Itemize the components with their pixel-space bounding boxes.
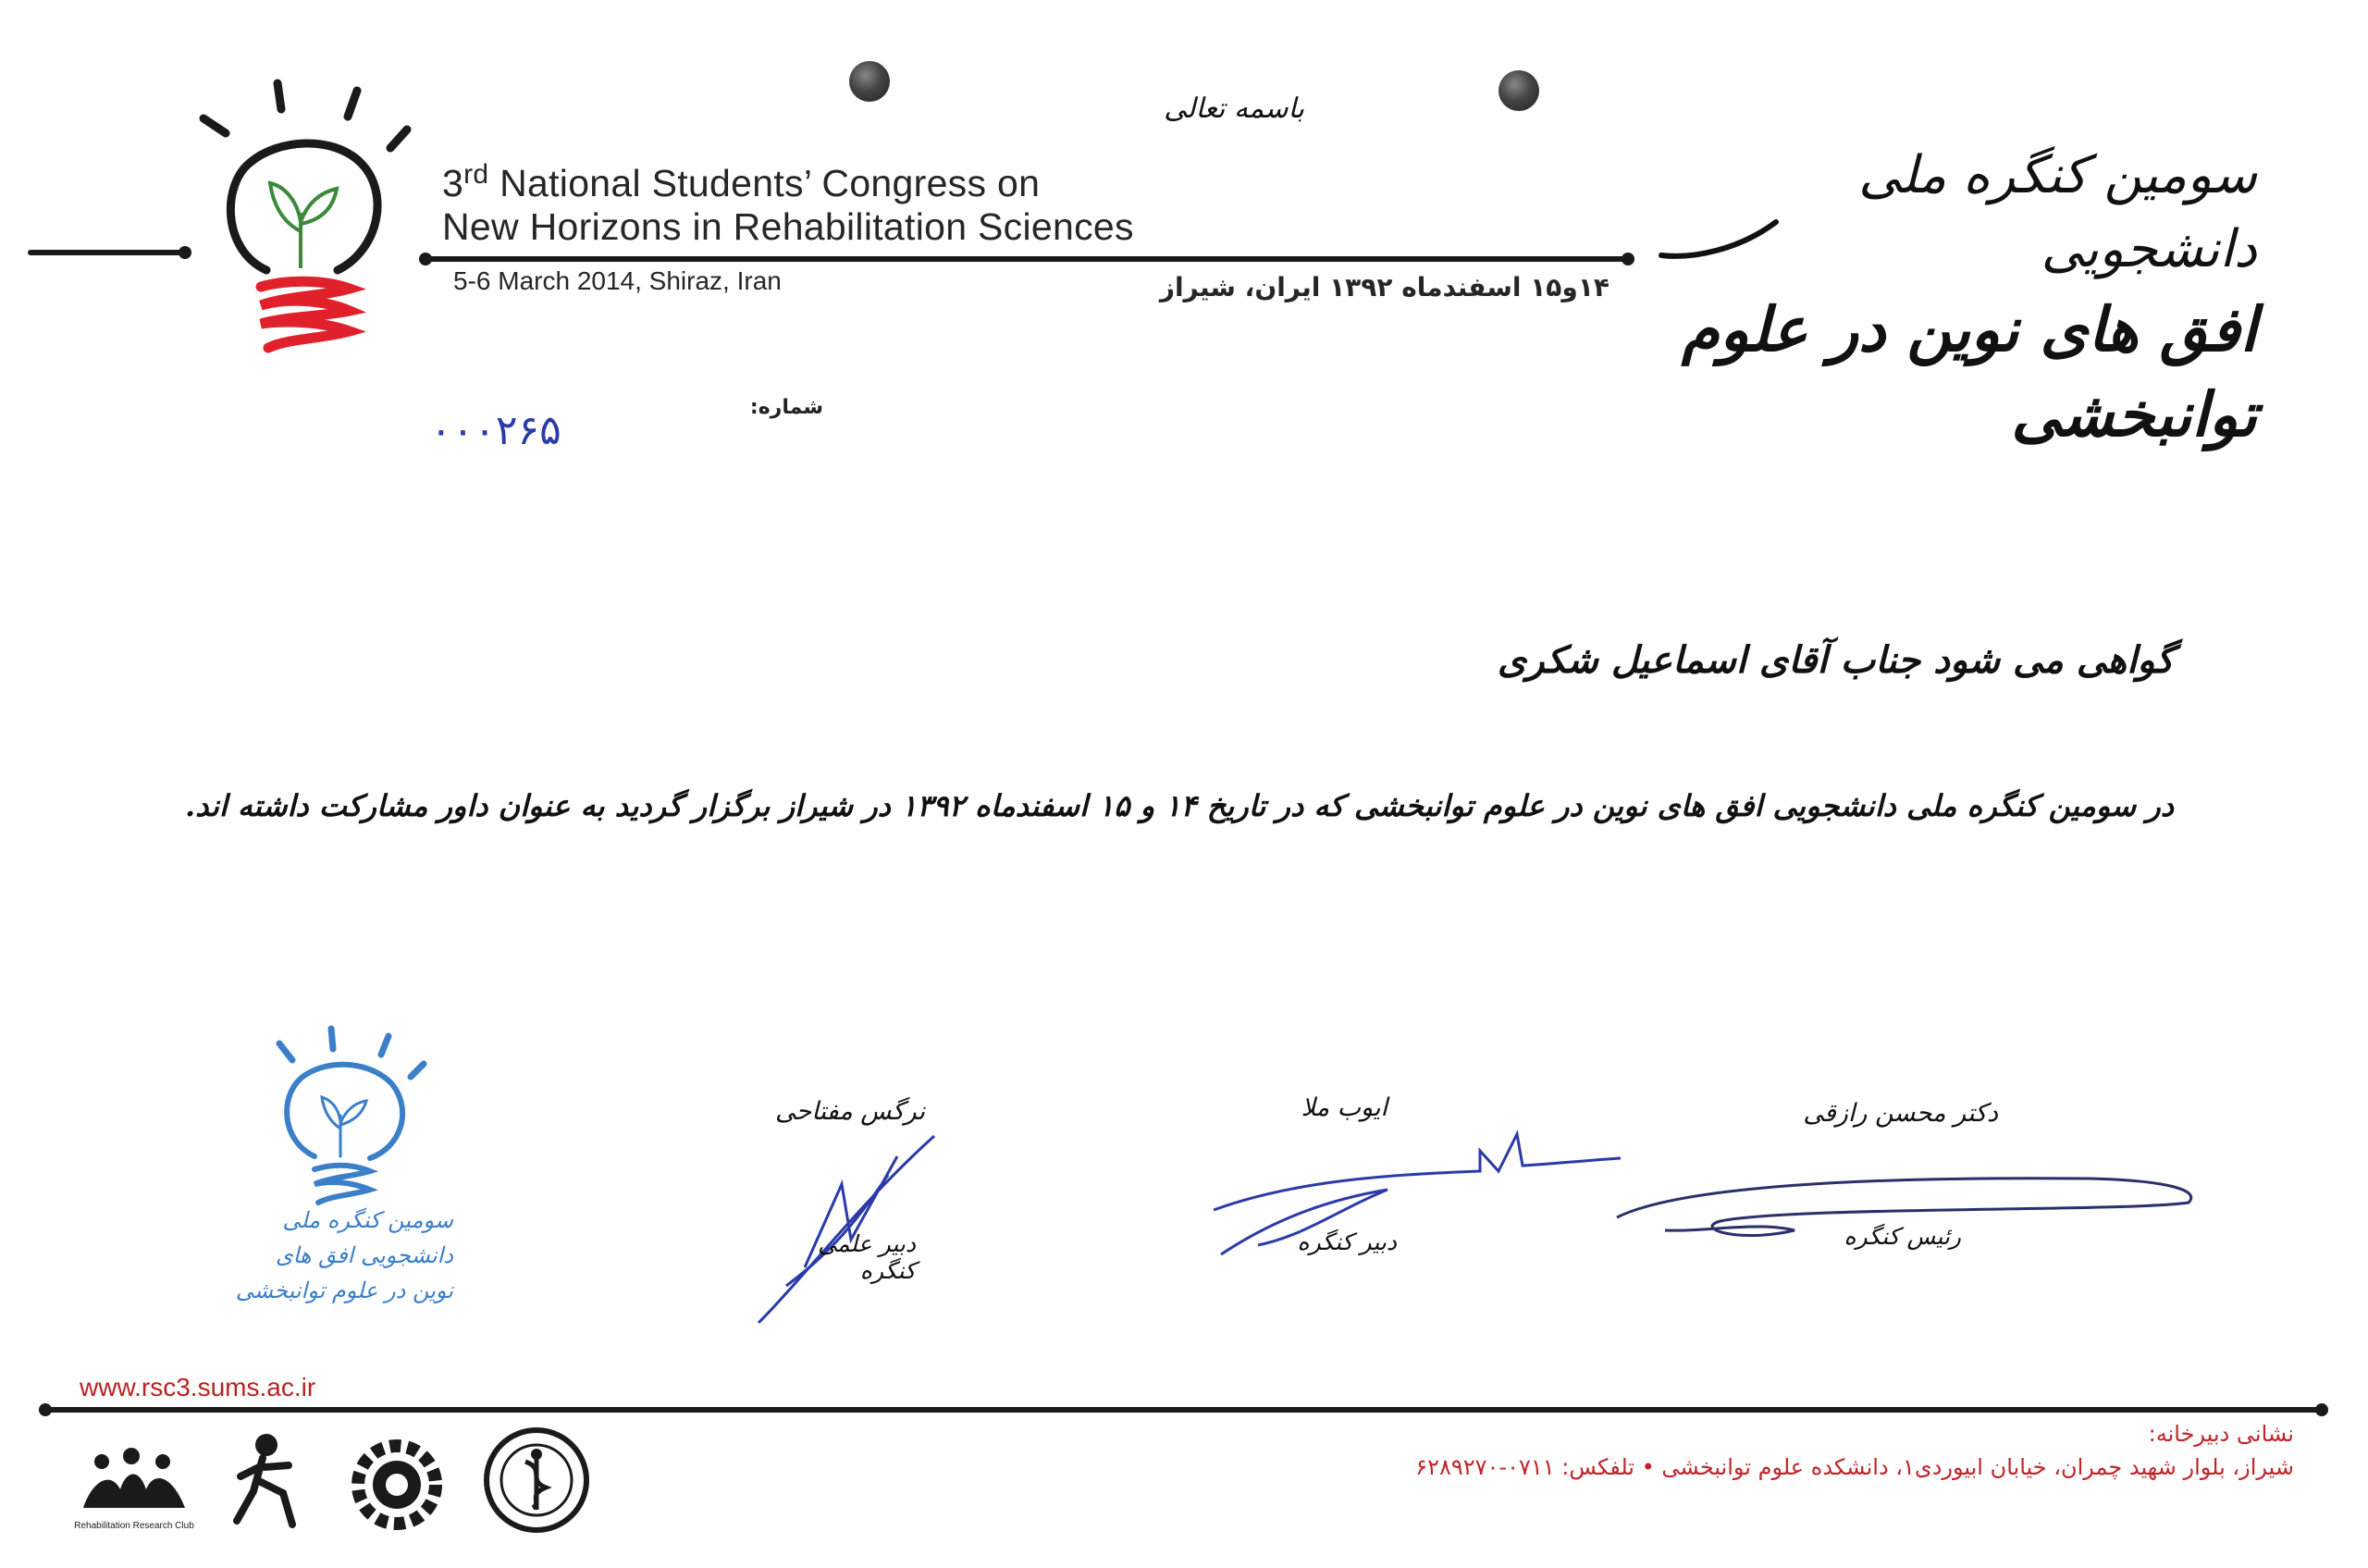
number-value: ۰۰۰۲۶۵: [430, 407, 561, 454]
english-date: 5-6 March 2014, Shiraz, Iran: [453, 266, 782, 295]
rehabilitation-research-club-caption: Rehabilitation Research Club: [74, 1521, 194, 1531]
english-title-line1: 3rd National Students’ Congress on: [442, 159, 1041, 204]
signature-name-2: ایوب ملا: [1301, 1093, 1388, 1122]
pin-right: [1498, 70, 1539, 111]
signature-scribble-2: [1202, 1106, 1628, 1264]
persian-date: ۱۴و۱۵ اسفندماه ۱۳۹۲ ایران، شیراز: [1159, 272, 1610, 302]
footer-line-dot-right: [2315, 1403, 2328, 1416]
number-label: شماره:: [749, 396, 823, 419]
footer-url[interactable]: www.rsc3.sums.ac.ir: [80, 1373, 316, 1401]
signature-name-3: نرگس مفتاحی: [775, 1097, 925, 1126]
header-center-line-dot-right: [1622, 253, 1634, 265]
rehabilitation-students-logo: [213, 1425, 314, 1536]
header-left-line: [28, 250, 185, 255]
persian-title-line1: سومین کنگره ملی دانشجویی: [1858, 145, 2257, 279]
persian-title-swash: [1656, 213, 1785, 268]
people-group-icon: [74, 1443, 194, 1517]
certificate-body-line: در سومین کنگره ملی دانشجویی افق های نوین در علوم توانبخشی که در تاریخ ۱۴ و ۱۵ اسفندماه ۱۳۹۲ در شیراز برگزار گردید به عنوان داور مشارکت داشته اند.: [185, 788, 2174, 823]
signature-role-3: دبیر علمی کنگره: [818, 1230, 916, 1284]
footer-address-label: نشانی دبیرخانه:: [2148, 1421, 2294, 1447]
footer-line: [44, 1407, 2320, 1413]
header-left-line-dot: [179, 246, 191, 259]
persian-title: [1665, 139, 2257, 457]
certificate-recipient-line: گواهی می شود جناب آقای اسماعیل شکری: [1497, 638, 2174, 682]
signature-role-2: دبیر کنگره: [1297, 1228, 1397, 1255]
students-research-committee-logo: [344, 1432, 450, 1537]
footer-address: شیراز، بلوار شهید چمران، خیابان ابیوردی۱، دانشکده علوم توانبخشی • تلفکس: ۰۷۱۱-۶۲۸۹۲۷۰: [1415, 1454, 2294, 1480]
pin-left: [849, 61, 890, 102]
stamp-text: سومین کنگره ملی دانشجویی افق های نوین در علوم توانبخشی: [235, 1207, 453, 1303]
gear-icon: [344, 1432, 450, 1537]
university-seal-icon: [481, 1425, 592, 1536]
signature-name-1: دکتر محسن رازقی: [1803, 1099, 1998, 1128]
rehabilitation-research-club-logo: [74, 1443, 194, 1545]
persian-title-line2: افق های نوین در علوم توانبخشی: [1682, 293, 2257, 451]
header-center-line: [426, 256, 1628, 262]
lightbulb-logo-icon: [185, 74, 426, 370]
bismillah-text: باسمه تعالی: [1164, 93, 1304, 125]
shiraz-university-medical-sciences-logo: [481, 1425, 592, 1541]
signature-role-1: رئیس کنگره: [1844, 1223, 1961, 1250]
english-title-line2: New Horizons in Rehabilitation Sciences: [442, 205, 1134, 248]
runner-figure-icon: [213, 1425, 314, 1536]
